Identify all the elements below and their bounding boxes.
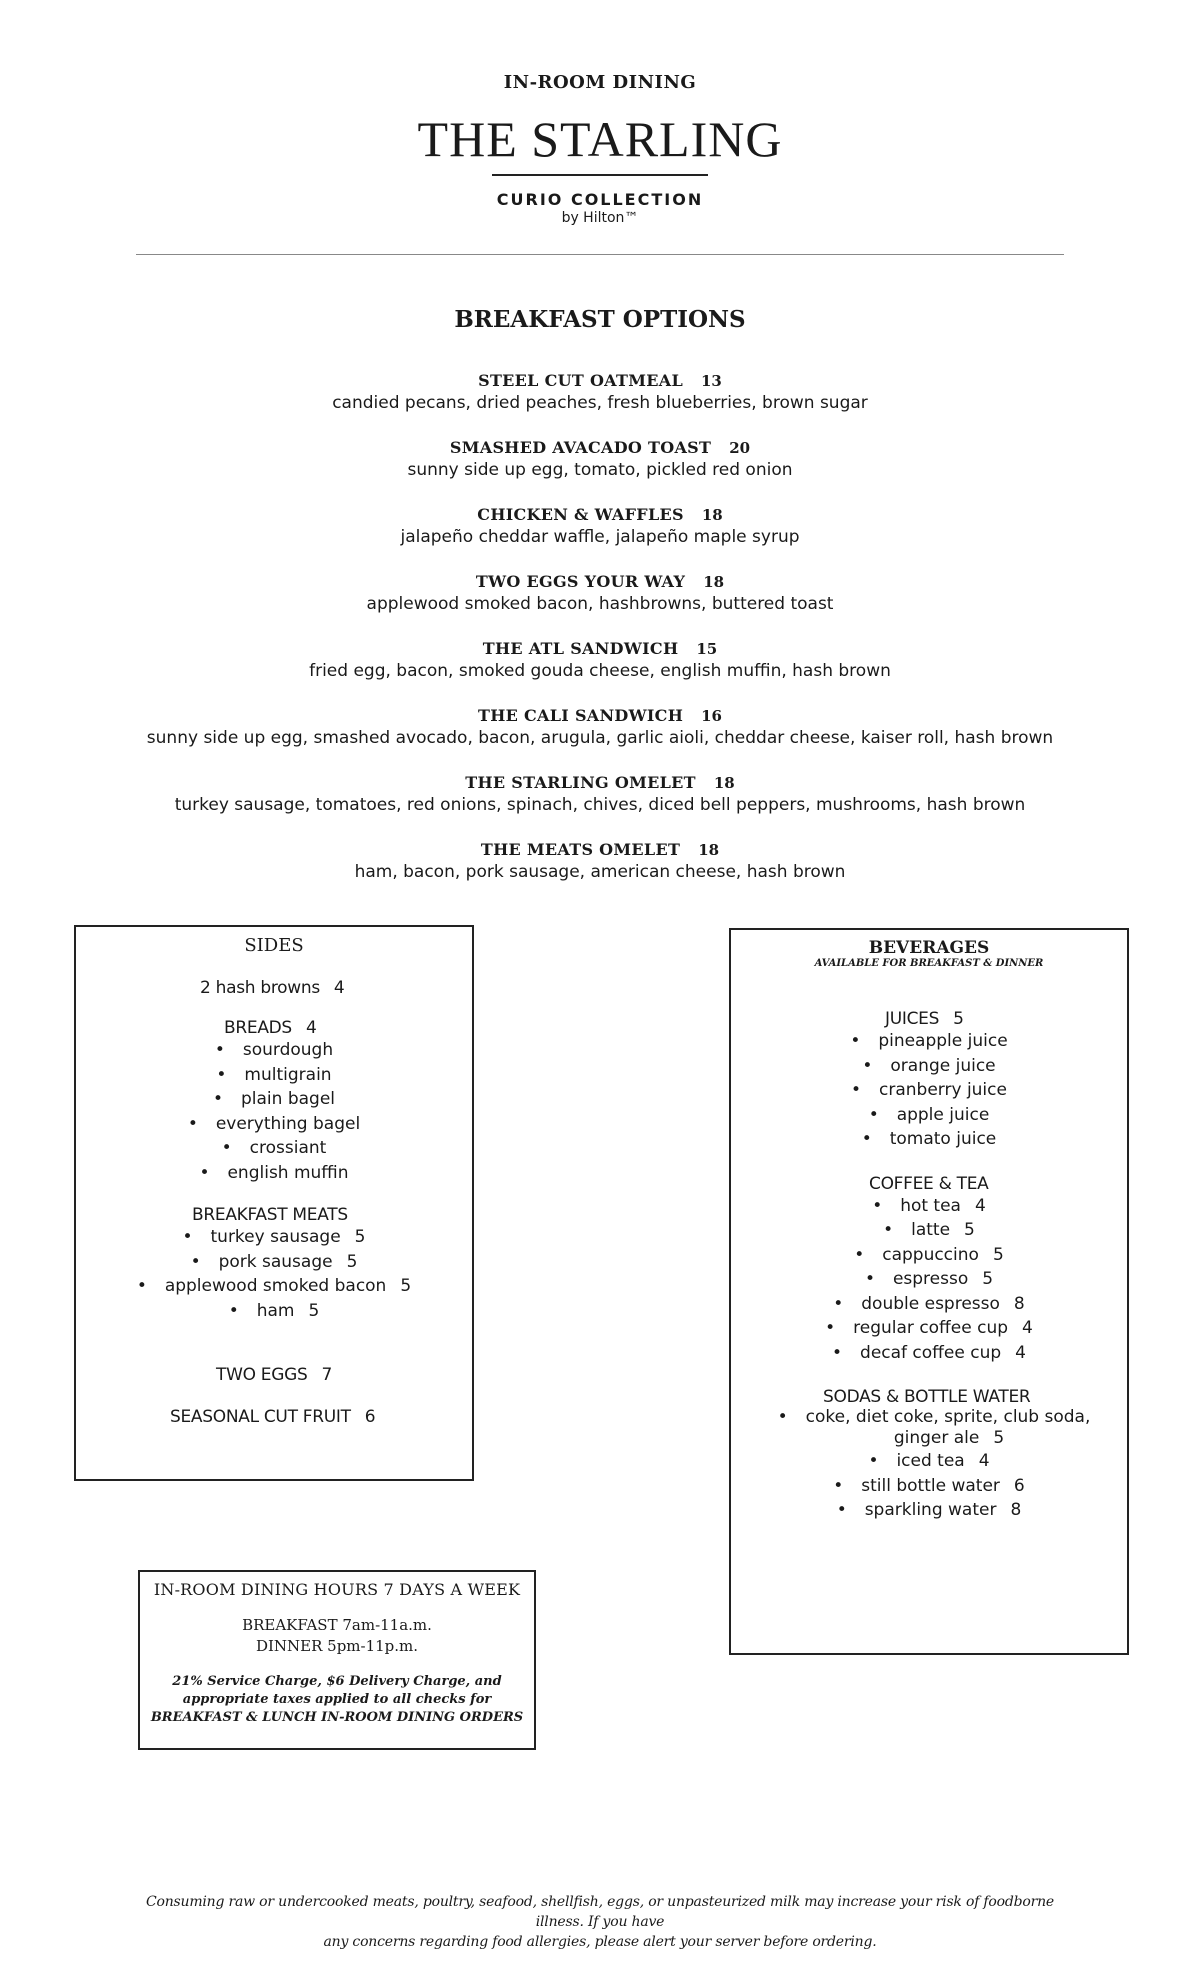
- sides-item-hash-browns: [76, 978, 472, 998]
- list-item: [76, 1225, 472, 1250]
- bullet-icon: •: [868, 1451, 879, 1471]
- coffee-name: cappuccino: [882, 1244, 979, 1265]
- coffee-list: [731, 1194, 1127, 1366]
- bullet-icon: •: [850, 1031, 861, 1051]
- coffee-heading: COFFEE & TEA: [869, 1173, 989, 1194]
- menu-item-price: 18: [698, 841, 720, 859]
- bullet-icon: •: [216, 1064, 227, 1085]
- coffee-name: latte: [911, 1220, 951, 1240]
- brand-divider: [492, 174, 708, 176]
- list-item: [731, 1341, 1127, 1366]
- bullet-icon: •: [182, 1227, 193, 1247]
- coffee-name: decaf coffee cup: [860, 1342, 1002, 1363]
- bullet-icon: •: [221, 1138, 232, 1158]
- coffee-price: 5: [964, 1220, 975, 1240]
- menu-item-description: turkey sausage, tomatoes, red onions, spinach, chives, diced bell peppers, mushrooms, hash brown: [174, 795, 1026, 815]
- bullet-icon: •: [212, 1089, 224, 1109]
- meat-name: ham: [256, 1300, 295, 1321]
- breakfast-menu: [100, 370, 1100, 906]
- juices-heading: [731, 1009, 1127, 1029]
- collection-label: CURIO COLLECTION: [496, 190, 704, 209]
- menu-item-description: fried egg, bacon, smoked gouda cheese, english muffin, hash brown: [309, 661, 891, 681]
- coffee-price: 8: [1013, 1293, 1025, 1314]
- menu-item: [100, 638, 1100, 705]
- meat-price: 5: [354, 1227, 366, 1247]
- menu-item-name: TWO EGGS YOUR WAY: [475, 572, 686, 591]
- coffee-price: 4: [1022, 1318, 1033, 1338]
- hours-title: IN-ROOM DINING HOURS 7 DAYS A WEEK: [153, 1580, 521, 1599]
- menu-item: [100, 504, 1100, 571]
- bullet-icon: •: [199, 1162, 210, 1183]
- soda-price: 6: [1013, 1475, 1025, 1496]
- bullet-icon: •: [777, 1407, 788, 1427]
- list-item: [731, 1316, 1127, 1341]
- bullet-icon: •: [228, 1300, 239, 1321]
- bullet-icon: •: [833, 1293, 844, 1314]
- menu-item: [100, 705, 1100, 772]
- bullet-icon: •: [833, 1475, 844, 1496]
- list-item: [731, 1407, 1127, 1449]
- menu-item-price: 18: [703, 573, 725, 591]
- side-name: 2 hash browns: [200, 978, 320, 998]
- beverages-title: BEVERAGES: [868, 938, 990, 958]
- meats-list: [76, 1225, 472, 1323]
- breakfast-hours: BREAKFAST 7am-11a.m.: [242, 1616, 432, 1634]
- list-item: [731, 1243, 1127, 1268]
- list-item: [731, 1267, 1127, 1292]
- beverages-subtitle: AVAILABLE FOR BREAKFAST & DINNER: [814, 958, 1044, 969]
- meats-heading: BREAKFAST MEATS: [192, 1205, 348, 1225]
- soda-name: sparkling water: [864, 1500, 997, 1520]
- list-item: [731, 1218, 1127, 1243]
- menu-item-price: 13: [701, 372, 722, 390]
- bullet-icon: •: [190, 1251, 201, 1272]
- menu-item: [100, 437, 1100, 504]
- breakfast-title: BREAKFAST OPTIONS: [454, 306, 746, 333]
- list-item: [731, 1194, 1127, 1219]
- bread-name: sourdough: [242, 1040, 334, 1060]
- menu-item-price: 15: [696, 640, 718, 658]
- breads-heading: [76, 1018, 472, 1038]
- bullet-icon: •: [864, 1269, 875, 1289]
- page-kicker: IN-ROOM DINING: [503, 72, 697, 93]
- list-item: [76, 1274, 472, 1299]
- side-name: SEASONAL CUT FRUIT: [170, 1407, 351, 1427]
- bullet-icon: •: [868, 1104, 879, 1125]
- menu-item: [100, 571, 1100, 638]
- juice-name: pineapple juice: [878, 1031, 1008, 1051]
- breads-label: BREADS: [224, 1018, 292, 1038]
- side-name: TWO EGGS: [216, 1365, 308, 1385]
- soda-price: 8: [1010, 1500, 1022, 1520]
- list-item: [731, 1292, 1127, 1317]
- bullet-icon: •: [851, 1080, 862, 1100]
- juice-name: tomato juice: [889, 1129, 997, 1149]
- menu-item-price: 18: [701, 506, 723, 524]
- menu-item-name: THE ATL SANDWICH: [482, 639, 679, 658]
- meat-price: 5: [400, 1276, 412, 1296]
- list-item: [76, 1250, 472, 1275]
- menu-item-name: THE MEATS OMELET: [480, 840, 681, 859]
- service-charge-note: BREAKFAST & LUNCH IN-ROOM DINING ORDERS: [150, 1710, 524, 1725]
- soda-name: still bottle water: [861, 1475, 1000, 1496]
- menu-item: [100, 839, 1100, 906]
- meat-price: 5: [308, 1300, 320, 1321]
- menu-item-description: candied pecans, dried peaches, fresh blueberries, brown sugar: [332, 393, 868, 413]
- soda-price: 5: [993, 1428, 1005, 1448]
- meat-name: pork sausage: [218, 1251, 333, 1272]
- sodas-heading: SODAS & BOTTLE WATER: [823, 1387, 1031, 1407]
- bullet-icon: •: [854, 1244, 865, 1265]
- list-item: [76, 1112, 472, 1137]
- coffee-name: double espresso: [861, 1293, 1000, 1314]
- disclaimer-line: any concerns regarding food allergies, please alert your server before ordering.: [323, 1934, 877, 1950]
- breads-list: [76, 1038, 472, 1185]
- list-item: [76, 1136, 472, 1161]
- menu-item-name: CHICKEN & WAFFLES: [477, 505, 684, 524]
- list-item: [76, 1161, 472, 1186]
- beverages-panel: [729, 928, 1129, 1655]
- meat-name: applewood smoked bacon: [164, 1276, 387, 1296]
- two-eggs-item: [76, 1365, 472, 1385]
- disclaimer-line: Consuming raw or undercooked meats, poultry, seafood, shellfish, eggs, or unpasteurized milk may increase your risk of foodborne illness. If you have: [145, 1894, 1055, 1930]
- sides-panel: [74, 925, 474, 1481]
- bullet-icon: •: [214, 1040, 225, 1060]
- sodas-list: [731, 1407, 1127, 1523]
- side-price: 4: [333, 978, 345, 998]
- bullet-icon: •: [872, 1195, 883, 1216]
- bullet-icon: •: [862, 1055, 873, 1076]
- menu-item-price: 16: [701, 707, 722, 725]
- list-item: [76, 1087, 472, 1112]
- sides-title: SIDES: [244, 935, 304, 956]
- menu-item-name: SMASHED AVACADO TOAST: [449, 438, 712, 457]
- dining-hours-panel: [138, 1570, 536, 1750]
- menu-item-name: THE CALI SANDWICH: [478, 706, 684, 725]
- list-item: [731, 1449, 1127, 1474]
- hilton-byline: by Hilton™: [561, 210, 639, 226]
- list-item: [731, 1127, 1127, 1152]
- bread-name: multigrain: [244, 1064, 332, 1085]
- list-item: [76, 1063, 472, 1088]
- menu-item-description: ham, bacon, pork sausage, american cheese, hash brown: [354, 862, 846, 882]
- bullet-icon: •: [883, 1220, 894, 1240]
- bullet-icon: •: [825, 1318, 836, 1338]
- coffee-name: hot tea: [900, 1195, 961, 1216]
- list-item: [731, 1054, 1127, 1079]
- list-item: [76, 1038, 472, 1063]
- coffee-price: 5: [982, 1269, 994, 1289]
- service-charge-note: appropriate taxes applied to all checks for: [182, 1692, 492, 1707]
- list-item: [731, 1078, 1127, 1103]
- service-charge-note: 21% Service Charge, $6 Delivery Charge, and: [172, 1674, 502, 1689]
- coffee-name: espresso: [892, 1269, 969, 1289]
- coffee-name: regular coffee cup: [853, 1318, 1009, 1338]
- menu-item-price: 18: [713, 774, 735, 792]
- side-price: 7: [321, 1365, 332, 1385]
- juices-label: JUICES: [885, 1009, 940, 1029]
- list-item: [731, 1474, 1127, 1499]
- soda-price: 4: [978, 1451, 990, 1471]
- bullet-icon: •: [861, 1129, 872, 1149]
- menu-item-name: STEEL CUT OATMEAL: [478, 371, 683, 390]
- bread-name: plain bagel: [240, 1089, 335, 1109]
- menu-item-description: applewood smoked bacon, hashbrowns, buttered toast: [366, 594, 834, 614]
- bread-name: english muffin: [227, 1162, 349, 1183]
- bread-name: crossiant: [249, 1138, 327, 1158]
- juices-list: [731, 1029, 1127, 1152]
- food-safety-disclaimer: [130, 1892, 1070, 1952]
- bread-name: everything bagel: [215, 1113, 361, 1134]
- fruit-item: [76, 1407, 472, 1427]
- side-price: 6: [364, 1407, 376, 1427]
- menu-item: [100, 772, 1100, 839]
- list-item: [76, 1299, 472, 1324]
- meat-price: 5: [346, 1251, 358, 1272]
- juice-name: apple juice: [896, 1104, 990, 1125]
- menu-item-price: 20: [729, 439, 751, 457]
- coffee-price: 5: [992, 1244, 1004, 1265]
- soda-name: iced tea: [896, 1451, 965, 1471]
- juice-name: cranberry juice: [879, 1080, 1007, 1100]
- meat-name: turkey sausage: [210, 1227, 341, 1247]
- dinner-hours: DINNER 5pm-11p.m.: [255, 1637, 419, 1655]
- juice-name: orange juice: [890, 1055, 996, 1076]
- menu-item-name: THE STARLING OMELET: [465, 773, 696, 792]
- breads-price: 4: [305, 1018, 317, 1038]
- coffee-price: 4: [974, 1195, 986, 1216]
- menu-item-description: sunny side up egg, smashed avocado, bacon, arugula, garlic aioli, cheddar cheese, kaiser roll, hash brown: [146, 728, 1054, 748]
- menu-item-description: jalapeño cheddar waffle, jalapeño maple syrup: [400, 527, 800, 547]
- list-item: [731, 1029, 1127, 1054]
- list-item: [731, 1103, 1127, 1128]
- soda-name: coke, diet coke, sprite, club soda, ginger ale: [805, 1407, 1091, 1448]
- juices-price: 5: [953, 1009, 964, 1029]
- menu-item-description: sunny side up egg, tomato, pickled red onion: [407, 460, 793, 480]
- coffee-price: 4: [1015, 1342, 1026, 1363]
- header-divider: [136, 254, 1064, 255]
- bullet-icon: •: [136, 1276, 147, 1296]
- bullet-icon: •: [187, 1113, 198, 1134]
- hotel-brand-logo: THE STARLING: [417, 111, 783, 167]
- bullet-icon: •: [836, 1500, 847, 1520]
- list-item: [731, 1498, 1127, 1523]
- menu-item: [100, 370, 1100, 437]
- bullet-icon: •: [832, 1342, 843, 1363]
